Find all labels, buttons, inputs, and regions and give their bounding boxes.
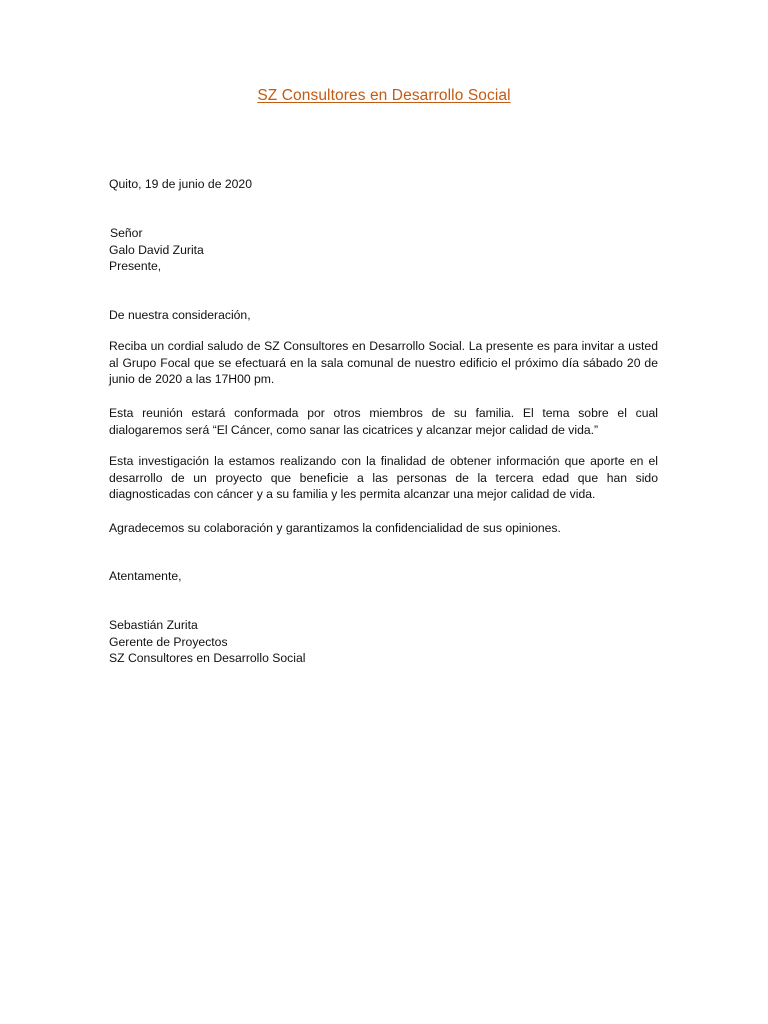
signature-role: Gerente de Proyectos [109,634,228,649]
greeting: De nuestra consideración, [109,308,251,322]
company-heading: SZ Consultores en Desarrollo Social [257,87,511,104]
place-date: Quito, 19 de junio de 2020 [109,177,252,191]
paragraph-meeting-topic: Esta reunión estará conformada por otros miembros de su familia. El tema sobre el cual dialogaremos será “El Cáncer, como sanar las cicatrices y alcanzar mejor calidad de vida.” [109,406,658,437]
recipient-name: Galo David Zurita [109,242,204,257]
paragraph-thanks: Agradecemos su colaboración y garantizamos la confidencialidad de sus opiniones. [109,521,561,535]
signature-name: Sebastián Zurita [109,618,198,632]
paragraph-invitation: Reciba un cordial saludo de SZ Consultores en Desarrollo Social. La presente es para invitar a usted al Grupo Focal que se efectuará en la sala comunal de nuestro edificio el próximo día sábado 20 de junio de 2020 a las 17H00 pm. [109,339,658,386]
recipient-block [109,225,658,275]
paragraph-research-purpose: Esta investigación la estamos realizando con la finalidad de obtener información que aporte en el desarrollo de un proyecto que beneficie a las personas de la tercera edad que han sido diagnosticadas con cáncer y a su familia y les permita alcanzar una mejor calidad de vida. [109,454,658,501]
recipient-presente: Presente, [109,259,162,273]
signature-company: SZ Consultores en Desarrollo Social [109,651,306,665]
recipient-honorific: Señor [110,226,143,240]
closing: Atentamente, [109,569,182,583]
signature-block [109,617,658,667]
